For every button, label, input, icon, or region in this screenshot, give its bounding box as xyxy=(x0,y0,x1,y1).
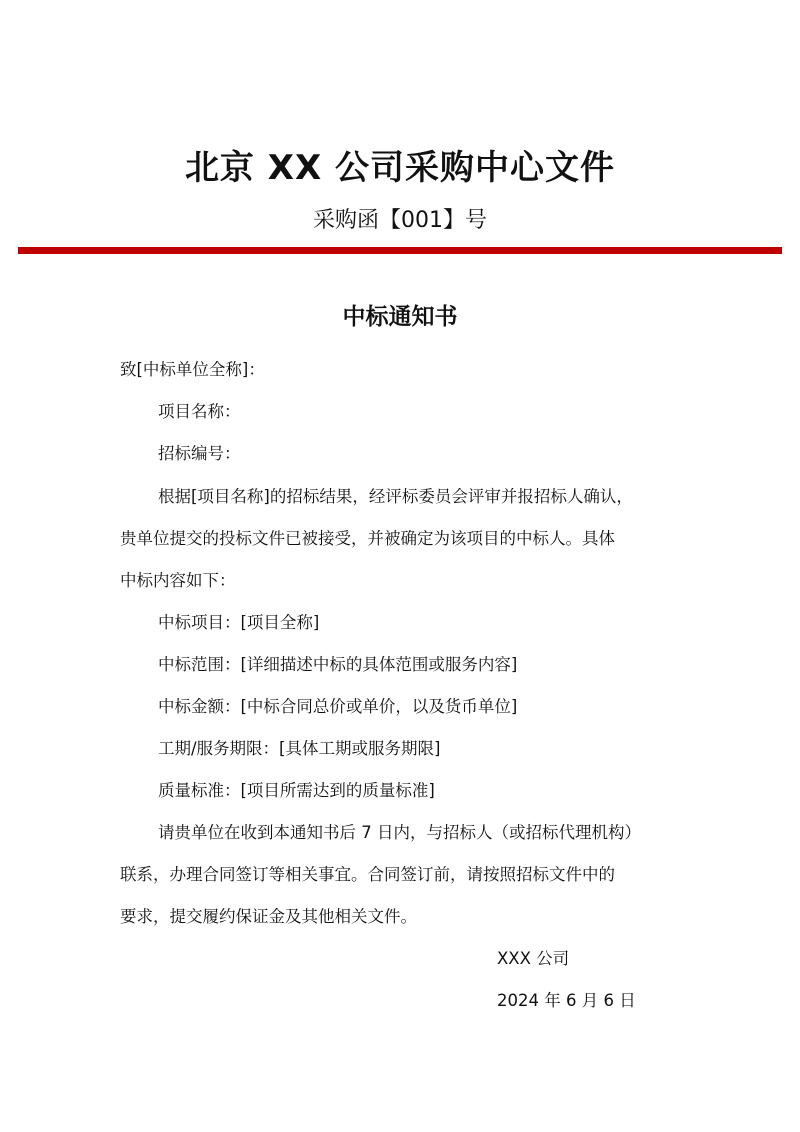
paragraph-1-line-1: 根据[项目名称]的招标结果，经评标委员会评审并报招标人确认， xyxy=(158,487,633,506)
project-name-label: 项目名称： xyxy=(158,402,241,421)
paragraph-2-line-1: 请贵单位在收到本通知书后 7 日内，与招标人（或招标代理机构） xyxy=(158,823,641,842)
salutation: 致[中标单位全称]： xyxy=(120,360,265,379)
paragraph-1-line-3: 中标内容如下： xyxy=(120,571,236,590)
paragraph-2-line-2: 联系，办理合同签订等相关事宜。合同签订前，请按照招标文件中的 xyxy=(120,865,615,884)
item-bid-project: 中标项目：[项目全称] xyxy=(158,613,320,632)
item-bid-scope: 中标范围：[详细描述中标的具体范围或服务内容] xyxy=(158,655,518,674)
doc-number: 采购函【001】号 xyxy=(313,208,487,233)
paragraph-2-line-3: 要求，提交履约保证金及其他相关文件。 xyxy=(120,907,417,926)
signature-date: 2024 年 6 月 6 日 xyxy=(497,991,636,1010)
red-header-rule xyxy=(18,247,782,254)
item-bid-amount: 中标金额：[中标合同总价或单价，以及货币单位] xyxy=(158,697,518,716)
paragraph-1-line-2: 贵单位提交的投标文件已被接受，并被确定为该项目的中标人。具体 xyxy=(120,529,615,548)
item-service-period: 工期/服务期限：[具体工期或服务期限] xyxy=(158,739,441,758)
signature-company: XXX 公司 xyxy=(497,949,570,968)
tender-number-label: 招标编号： xyxy=(158,444,241,463)
org-title: 北京 XX 公司采购中心文件 xyxy=(184,148,616,188)
notice-title: 中标通知书 xyxy=(342,304,458,330)
item-quality-standard: 质量标准：[项目所需达到的质量标准] xyxy=(158,781,435,800)
